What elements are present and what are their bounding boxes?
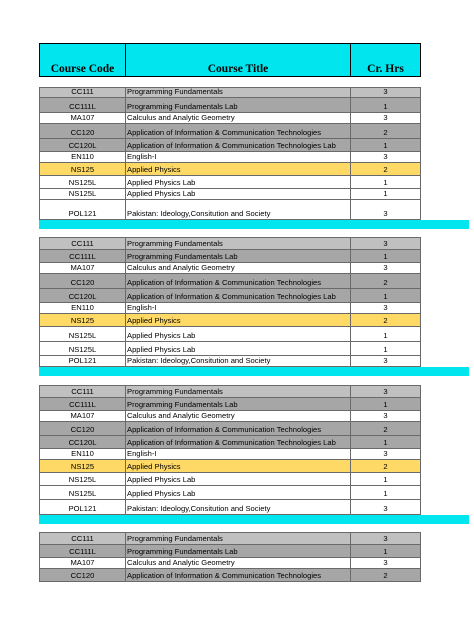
table-row [39, 473, 421, 486]
credit-hours-cell: 1 [383, 547, 388, 556]
table-row [39, 87, 421, 98]
course-code-cell: CC120L [40, 289, 126, 302]
credit-hours-cell: 1 [383, 489, 388, 498]
course-code-cell: MA107 [40, 411, 126, 421]
section-separator-band [39, 367, 469, 376]
credit-hours-cell: 3 [383, 387, 388, 396]
course-code-cell: NS125 [40, 460, 126, 472]
course-code-cell: NS125 [40, 314, 126, 326]
course-code-cell: CC111 [40, 238, 126, 249]
course-title-cell: Application of Information & Communication Technologies [126, 124, 351, 138]
course-title-cell: Programming Fundamentals Lab [126, 98, 351, 112]
table-row [39, 274, 421, 289]
credit-hours-cell: 3 [383, 303, 388, 312]
course-title-cell: Programming Fundamentals Lab [126, 398, 351, 410]
credit-hours-cell: 1 [383, 292, 388, 301]
course-code-cell: NS125 [40, 163, 126, 175]
course-title-cell: Applied Physics Lab [126, 486, 351, 499]
course-code-cell: POL121 [40, 500, 126, 514]
credit-hours-cell: 2 [383, 128, 388, 137]
course-title-cell: Calculus and Analytic Geometry [126, 113, 351, 123]
course-code-cell: CC120 [40, 422, 126, 435]
table-row [39, 422, 421, 436]
course-title-cell: English-I [126, 303, 351, 313]
table-row [39, 532, 421, 545]
course-code-cell: POL121 [40, 356, 126, 366]
credit-hours-cell: 1 [383, 438, 388, 447]
course-code-cell: CC111 [40, 88, 126, 97]
credit-hours-cell: 3 [383, 411, 388, 420]
course-code-cell: NS125L [40, 473, 126, 485]
course-code-cell: CC120 [40, 274, 126, 288]
course-code-cell: NS125L [40, 342, 126, 355]
credit-hours-cell: 2 [383, 316, 388, 325]
course-code-cell: EN110 [40, 152, 126, 162]
credit-hours-cell: 1 [383, 102, 388, 111]
credit-hours-cell: 2 [383, 425, 388, 434]
course-title-cell: Calculus and Analytic Geometry [126, 263, 351, 273]
table-row [39, 152, 421, 163]
table-row [39, 189, 421, 200]
course-title-cell: Programming Fundamentals Lab [126, 545, 351, 557]
course-code-cell: NS125L [40, 176, 126, 188]
course-code-cell: CC111 [40, 533, 126, 544]
course-code-cell: EN110 [40, 303, 126, 313]
course-code-cell: CC120L [40, 139, 126, 151]
credit-hours-cell: 1 [383, 252, 388, 261]
table-row [39, 250, 421, 263]
course-code-cell: CC111L [40, 398, 126, 410]
course-code-cell: CC120 [40, 124, 126, 138]
course-title-cell: Application of Information & Communication Technologies Lab [126, 139, 351, 151]
credit-hours-cell: 3 [383, 504, 388, 513]
credit-hours-cell: 2 [383, 165, 388, 174]
table-row [39, 139, 421, 152]
table-row [39, 545, 421, 558]
course-code-cell: CC111L [40, 98, 126, 112]
course-title-cell: Application of Information & Communication Technologies [126, 422, 351, 435]
credit-hours-cell: 1 [383, 475, 388, 484]
table-row [39, 176, 421, 189]
course-code-cell: NS125L [40, 486, 126, 499]
credit-hours-cell: 3 [383, 449, 388, 458]
course-title-cell: English-I [126, 449, 351, 459]
course-title-cell: Application of Information & Communication Technologies [126, 274, 351, 288]
table-row [39, 124, 421, 139]
table-row [39, 411, 421, 422]
credit-hours-cell: 3 [383, 356, 388, 365]
course-title-cell: Calculus and Analytic Geometry [126, 558, 351, 568]
credit-hours-cell: 3 [383, 88, 388, 96]
credit-hours-cell: 1 [383, 141, 388, 150]
course-table [39, 43, 421, 582]
section-gap [39, 229, 421, 237]
table-row [39, 200, 421, 220]
course-title-cell: Application of Information & Communication Technologies Lab [126, 289, 351, 302]
credit-hours-cell: 1 [383, 331, 388, 340]
course-title-cell: Applied Physics [126, 460, 351, 472]
table-row [39, 436, 421, 449]
credit-hours-cell: 3 [383, 263, 388, 272]
credit-hours-cell: 3 [383, 239, 388, 248]
course-blocks [39, 77, 421, 582]
table-row [39, 558, 421, 569]
credit-hours-cell: 1 [383, 178, 388, 187]
course-title-cell: English-I [126, 152, 351, 162]
table-row [39, 385, 421, 398]
table-row [39, 314, 421, 327]
table-header [39, 43, 421, 77]
credit-hours-cell: 3 [383, 558, 388, 567]
table-row [39, 289, 421, 303]
table-row [39, 237, 421, 250]
credit-hours-cell: 3 [383, 152, 388, 161]
course-title-cell: Programming Fundamentals Lab [126, 250, 351, 262]
course-code-cell: POL121 [40, 200, 126, 219]
course-code-cell: MA107 [40, 113, 126, 123]
course-title-cell: Application of Information & Communication Technologies [126, 569, 351, 581]
course-title-cell: Programming Fundamentals [126, 386, 351, 397]
section-separator-band [39, 220, 469, 229]
table-row [39, 98, 421, 113]
course-title-cell: Calculus and Analytic Geometry [126, 411, 351, 421]
credit-hours-cell: 1 [383, 400, 388, 409]
course-title-cell: Programming Fundamentals [126, 88, 351, 97]
section-gap [39, 524, 421, 532]
credit-hours-cell: 3 [383, 209, 388, 218]
table-row [39, 342, 421, 356]
course-code-cell: CC111L [40, 250, 126, 262]
course-title-cell: Pakistan: Ideology,Consitution and Society [126, 200, 351, 219]
course-title-cell: Programming Fundamentals [126, 238, 351, 249]
table-row [39, 303, 421, 314]
credit-hours-cell: 1 [383, 189, 388, 198]
table-row [39, 398, 421, 411]
table-row [39, 263, 421, 274]
section-separator-band [39, 515, 469, 524]
course-code-cell: NS125L [40, 327, 126, 341]
course-code-cell: CC120L [40, 436, 126, 448]
credit-hours-cell: 3 [383, 113, 388, 122]
table-row [39, 500, 421, 515]
course-code-cell: CC120 [40, 569, 126, 581]
course-title-cell: Programming Fundamentals [126, 533, 351, 544]
credit-hours-cell: 1 [383, 345, 388, 354]
table-row [39, 327, 421, 342]
course-title-cell: Applied Physics [126, 163, 351, 175]
course-title-cell: Application of Information & Communication Technologies Lab [126, 436, 351, 448]
course-title-cell: Applied Physics Lab [126, 473, 351, 485]
course-code-cell: CC111 [40, 386, 126, 397]
credit-hours-cell: 3 [383, 534, 388, 543]
table-row [39, 460, 421, 473]
course-title-cell: Applied Physics [126, 314, 351, 326]
table-row [39, 356, 421, 367]
course-title-cell: Pakistan: Ideology,Consitution and Society [126, 500, 351, 514]
course-code-cell: MA107 [40, 263, 126, 273]
header-course-title: Course Title [126, 44, 351, 76]
course-code-cell: CC111L [40, 545, 126, 557]
credit-hours-cell: 2 [383, 462, 388, 471]
course-code-cell: EN110 [40, 449, 126, 459]
credit-hours-cell: 2 [383, 571, 388, 580]
course-title-cell: Applied Physics Lab [126, 176, 351, 188]
table-row [39, 449, 421, 460]
credit-hours-cell: 2 [383, 278, 388, 287]
table-row [39, 486, 421, 500]
table-row [39, 569, 421, 582]
course-title-cell: Pakistan: Ideology,Consitution and Society [126, 356, 351, 366]
table-row [39, 163, 421, 176]
course-code-cell: MA107 [40, 558, 126, 568]
course-title-cell: Applied Physics Lab [126, 327, 351, 341]
header-credit-hours: Cr. Hrs [367, 63, 404, 75]
header-course-code: Course Code [40, 44, 126, 76]
course-code-cell: NS125L [40, 189, 126, 199]
course-title-cell: Applied Physics Lab [126, 189, 351, 199]
section-gap [39, 376, 421, 385]
section-gap [39, 77, 421, 87]
course-title-cell: Applied Physics Lab [126, 342, 351, 355]
table-row [39, 113, 421, 124]
